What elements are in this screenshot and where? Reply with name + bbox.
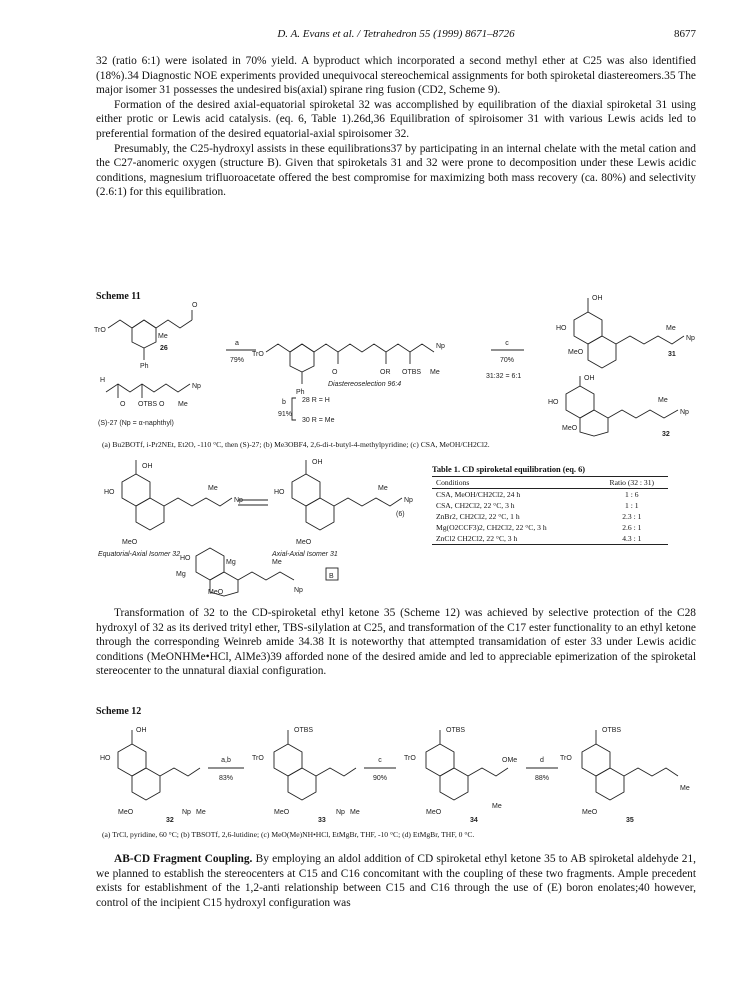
step-b-label: b [282, 399, 286, 406]
table-cell-conditions: ZnBr2, CH2Cl2, 22 °C, 1 h [436, 512, 520, 521]
final-section [96, 852, 696, 910]
svg-text:OH: OH [142, 463, 153, 470]
svg-text:HO: HO [180, 555, 191, 562]
svg-text:Me: Me [158, 333, 168, 340]
svg-text:Me: Me [378, 485, 388, 492]
svg-text:TrO: TrO [252, 351, 264, 358]
svg-text:Me: Me [350, 809, 360, 816]
svg-text:Np: Np [182, 809, 191, 816]
diastereoselection-note: Diastereoselection 96:4 [328, 381, 402, 388]
structure-34-ring-d [440, 768, 468, 800]
svg-text:O: O [192, 302, 198, 309]
page-number: 8677 [674, 28, 696, 40]
svg-text:OR: OR [380, 369, 391, 376]
svg-text:Me: Me [680, 785, 690, 792]
svg-text:Me: Me [208, 485, 218, 492]
svg-text:Me: Me [666, 325, 676, 332]
svg-text:Np: Np [336, 809, 345, 816]
step-c-label: c [505, 340, 509, 347]
section-heading: AB-CD Fragment Coupling. [114, 853, 253, 865]
svg-text:O: O [120, 401, 126, 408]
structure-27-chain [106, 384, 190, 392]
label-26: 26 [160, 345, 168, 352]
isomer-31-ring-d [306, 498, 334, 530]
step-c-yield: 70% [499, 357, 515, 364]
structure-35-ring-d [596, 768, 624, 800]
table-cell-conditions: CSA, MeOH/CH2Cl2, 24 h [436, 490, 521, 499]
svg-text:OTBS O: OTBS O [138, 401, 165, 408]
paragraph-1: 32 (ratio 6:1) were isolated in 70% yield. A byproduct which incorporated a second methyl ether at C25 was also identified (18%).34 Diagnostic NOE experiments provided unequivocal stereochemical assignments for both spiroketal diastereomers.35 The major isomer 31 possesses the undesired bis(axial) spirane ring fusion (CD2, Scheme 9). [96, 55, 696, 97]
structure-26-ring [132, 320, 156, 348]
structure-32-ring-c [566, 386, 594, 418]
isomer-31-ring-c [292, 474, 320, 506]
scheme-12-label: Scheme 12 [96, 706, 142, 717]
svg-text:HO: HO [104, 489, 115, 496]
label-27: (S)-27 (Np = α-naphthyl) [98, 420, 174, 427]
table-cell-ratio: 1 : 6 [625, 490, 639, 499]
svg-text:MeO: MeO [426, 809, 442, 816]
table-cell-conditions: Mg(O2CCF3)2, CH2Cl2, 22 °C, 3 h [436, 523, 547, 532]
right-isomer-label: Axial-Axial Isomer 31 [272, 551, 338, 558]
table-cell-conditions: ZnCl2 CH2Cl2, 22 °C, 3 h [436, 534, 518, 543]
svg-text:Me: Me [658, 397, 668, 404]
label-33: 33 [318, 817, 326, 824]
table-row [432, 500, 668, 511]
svg-text:MeO: MeO [118, 809, 134, 816]
svg-text:TrO: TrO [560, 755, 572, 762]
structure-32-ring-d [580, 410, 608, 436]
svg-text:Np: Np [192, 383, 201, 390]
structure-31-ring-d [588, 336, 616, 368]
svg-text:OH: OH [136, 727, 147, 734]
svg-text:OMe: OMe [502, 757, 518, 764]
svg-text:MeO: MeO [582, 809, 598, 816]
svg-text:Me: Me [492, 803, 502, 810]
middle-paragraph: Transformation of 32 to the CD-spiroketal ethyl ketone 35 (Scheme 12) was achieved by selective protection of the C28 hydroxyl of 32 as its derived trityl ether, TBS-silylation at C25, and transformation of the C17 ester functionality to an ethyl ketone through the corresponding Weinreb amide 34.38 It is noteworthy that attempted transamidation of ester 33 under Lewis acidic conditions (MeONHMe•HCl, AlMe3)39 afforded none of the desired amide and led to appreciable epimerization of the spiroketal stereocenter to the unnatural diaxial configuration. [96, 607, 696, 678]
table-1 [432, 465, 668, 545]
table-1-grid [432, 476, 668, 545]
structure-31-ring-c [574, 312, 602, 344]
step-d-yield: 88% [534, 775, 550, 782]
svg-text:O: O [332, 369, 338, 376]
label-32: 32 [662, 431, 670, 438]
arrow-b-bracket [292, 398, 296, 420]
svg-text:TrO: TrO [252, 755, 264, 762]
svg-text:H: H [100, 377, 106, 384]
svg-text:HO: HO [100, 755, 111, 762]
svg-text:Np: Np [686, 335, 695, 342]
scheme-12-figure [96, 718, 696, 826]
label-34: 34 [470, 817, 478, 824]
table-row [432, 511, 668, 522]
scheme-11-label: Scheme 11 [96, 291, 141, 302]
step-d-label: d [540, 757, 544, 764]
scheme-11-figure [96, 290, 696, 438]
svg-text:OTBS: OTBS [446, 727, 466, 734]
svg-text:HO: HO [556, 325, 567, 332]
svg-text:Np: Np [234, 497, 243, 504]
table-row [432, 533, 668, 545]
table-header-conditions: Conditions [436, 478, 470, 487]
paragraph-2: Formation of the desired axial-equatorial spiroketal 32 was accomplished by equilibration of the diaxial spiroketal 31 using either protic or Lewis acid catalysis. (eq. 6, Table 1).26d,36 Equilibration of spiroisomer 31 with various Lewis acids led to preferential formation of the desired equatorial-axial spiroisomer 32. [96, 98, 696, 140]
paragraph-3: Presumably, the C25-hydroxyl assists in these equilibrations37 by participating in an internal chelate with the metal cation and the C27-anomeric oxygen (structure B). Given that spiroketals 31 and 32 were prone to decomposition under these Lewis acidic conditions, magnesium trifluoroacetate offered the best compromise for maximizing both mass recovery (ca. 80%) and selectivity (2.6:1) for this equilibration. [96, 142, 696, 199]
svg-text:OTBS: OTBS [402, 369, 422, 376]
structure-32-ring-d [132, 768, 160, 800]
ratio-label: 31:32 = 6:1 [486, 373, 522, 380]
scheme-12-caption: (a) TrCl, pyridine, 60 °C; (b) TBSOTf, 2,6-lutidine; (c) MeO(Me)NH•HCl, EtMgBr, THF, -10 °C; (d) EtMgBr, THF, 0 °C. [102, 830, 475, 839]
structure-32-ring-c [118, 744, 146, 776]
svg-text:Np: Np [404, 497, 413, 504]
svg-text:OH: OH [312, 459, 323, 466]
table-cell-ratio: 2.3 : 1 [622, 512, 642, 521]
table-row [432, 522, 668, 533]
svg-text:HO: HO [274, 489, 285, 496]
label-31: 31 [668, 351, 676, 358]
svg-text:Np: Np [680, 409, 689, 416]
structure-35-ring-c [582, 744, 610, 776]
r-h-label: 28 R = H [302, 397, 330, 404]
svg-text:MeO: MeO [274, 809, 290, 816]
svg-text:MeO: MeO [568, 349, 584, 356]
left-isomer-label: Equatorial-Axial Isomer 32 [98, 551, 181, 558]
step-ab-label: a,b [221, 757, 231, 764]
isomer-32-ring-c [122, 474, 150, 506]
svg-text:Me: Me [272, 559, 282, 566]
svg-text:Mg: Mg [176, 571, 186, 578]
structure-b-ring-c [196, 548, 224, 580]
svg-text:Ph: Ph [140, 363, 149, 370]
table-cell-ratio: 1 : 1 [625, 501, 639, 510]
svg-text:OH: OH [592, 295, 603, 302]
svg-text:HO: HO [548, 399, 559, 406]
table-cell-ratio: 2.6 : 1 [622, 523, 642, 532]
table-header-ratio: Ratio (32 : 31) [609, 478, 655, 487]
table-cell-ratio: 4.3 : 1 [622, 534, 642, 543]
svg-text:OTBS: OTBS [294, 727, 314, 734]
svg-text:Me: Me [430, 369, 440, 376]
isomer-32-ring-d [136, 498, 164, 530]
svg-text:MeO: MeO [208, 589, 224, 596]
running-title: D. A. Evans et al. / Tetrahedron 55 (1999) 8671–8726 [277, 28, 515, 40]
svg-text:OTBS: OTBS [602, 727, 622, 734]
svg-text:Me: Me [178, 401, 188, 408]
table-1-caption: Table 1. CD spiroketal equilibration (eq. 6) [432, 465, 586, 474]
step-c-label: c [378, 757, 382, 764]
structure-33-ring-c [274, 744, 302, 776]
label-32: 32 [166, 817, 174, 824]
r-me-label: 30 R = Me [302, 417, 335, 424]
section-text: By employing an aldol addition of CD spiroketal ethyl ketone 35 to AB spiroketal aldehyde 21, we planned to establish the stereocenters at C15 and C16 concomitant with the coupling of these two fragments. Ample precedent exists for establishment of the 1,2-anti relationship between C15 and C16 through the use of (E) boron enolates;40 however, control of the incipient C15 hydroxyl configuration was [96, 853, 696, 909]
svg-text:TrO: TrO [94, 327, 106, 334]
scheme-11-caption: (a) Bu2BOTf, i-Pr2NEt, Et2O, -110 °C, then (S)-27; (b) Me3OBF4, 2,6-di-t-butyl-4-methylpyridine; (c) CSA, MeOH/CH2Cl2. [102, 440, 490, 449]
svg-text:Mg: Mg [226, 559, 236, 566]
svg-text:OH: OH [584, 375, 595, 382]
svg-text:Np: Np [294, 587, 303, 594]
step-c-yield: 90% [372, 775, 388, 782]
svg-text:TrO: TrO [404, 755, 416, 762]
equilibrium-figure [96, 452, 426, 598]
aldol-product-ring [290, 344, 314, 372]
table-header-row [432, 477, 668, 489]
equation-number: (6) [396, 511, 405, 518]
step-b-yield: 91% [278, 411, 293, 418]
table-row [432, 489, 668, 501]
svg-text:MeO: MeO [562, 425, 578, 432]
svg-text:MeO: MeO [296, 539, 312, 546]
table-cell-conditions: CSA, CH2Cl2, 22 °C, 3 h [436, 501, 515, 510]
step-a-yield: 79% [229, 357, 245, 364]
step-ab-yield: 83% [218, 775, 234, 782]
structure-33-ring-d [288, 768, 316, 800]
intro-text [96, 54, 696, 200]
structure-34-ring-c [426, 744, 454, 776]
step-a-label: a [235, 340, 239, 347]
svg-text:Np: Np [436, 343, 445, 350]
svg-text:Me: Me [196, 809, 206, 816]
label-35: 35 [626, 817, 634, 824]
svg-text:MeO: MeO [122, 539, 138, 546]
svg-text:Ph: Ph [296, 389, 305, 396]
structure-26-chain [108, 320, 156, 328]
structure-b-label: B [329, 573, 334, 580]
